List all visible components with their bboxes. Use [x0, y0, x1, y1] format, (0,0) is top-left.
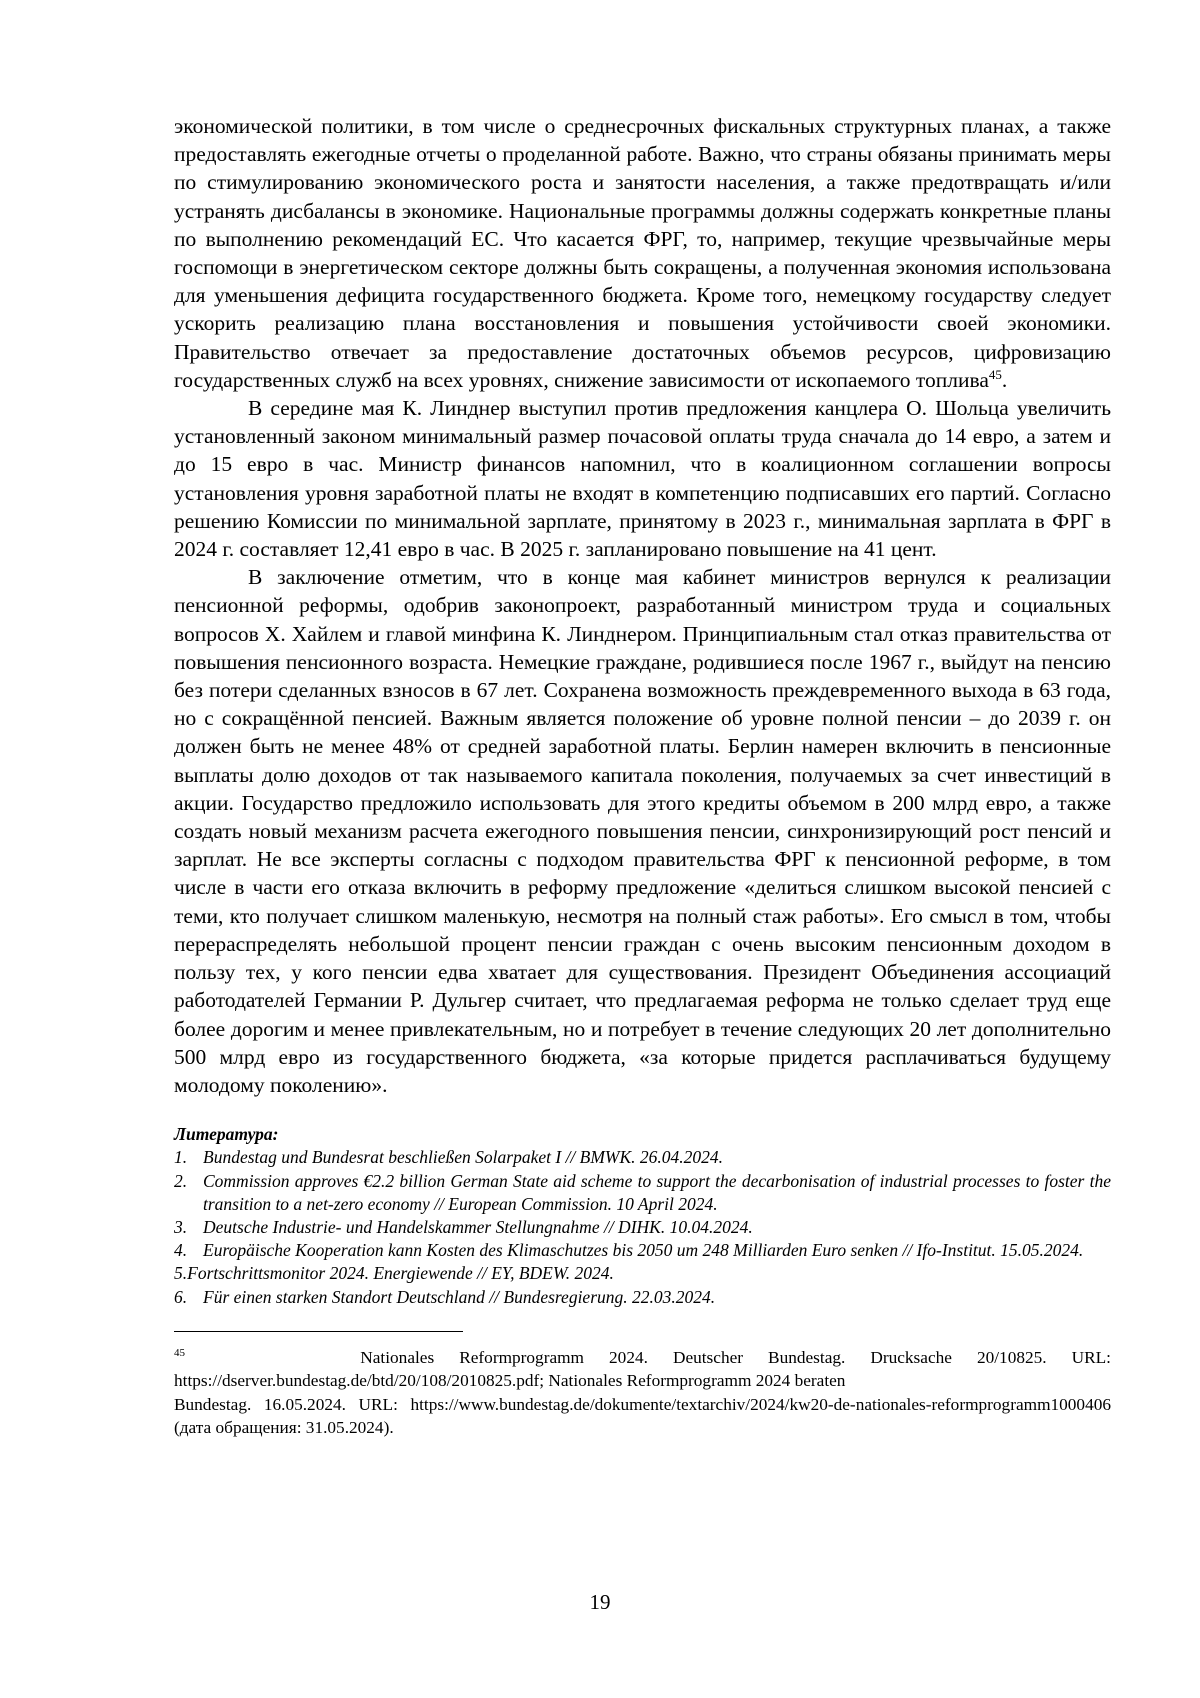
reference-item [174, 1146, 1111, 1169]
paragraph-2: В середине мая К. Линднер выступил против предложения канцлера О. Шольца увеличить установленный законом минимальный размер почасовой оплаты труда сначала до 14 евро, а затем и до 15 евро в час. Министр финансов напомнил, что в коалиционном соглашении вопросы установления уровня заработной платы не входят в компетенцию подписавших его партий. Согласно решению Комиссии по минимальной зарплате, принятому в 2023 г., минимальная зарплата в ФРГ в 2024 г. составляет 12,41 евро в час. В 2025 г. запланировано повышение на 41 цент. [174, 396, 1111, 562]
reference-text: Fortschrittsmonitor 2024. Energiewende // EY, BDEW. 2024. [187, 1263, 614, 1284]
references-title: Литература: [174, 1124, 279, 1145]
references-list [174, 1146, 1111, 1308]
reference-text: Für einen starken Standort Deutschland // Bundesregierung. 22.03.2024. [203, 1286, 716, 1307]
reference-item [174, 1170, 1111, 1216]
reference-number: 6. [174, 1286, 188, 1307]
footnote-line-1 [174, 1346, 1111, 1393]
reference-number: 3. [174, 1216, 188, 1237]
paragraph-1 [174, 112, 1111, 394]
page-number: 19 [589, 1590, 611, 1614]
reference-text: Bundestag und Bundesrat beschließen Solarpaket I // BMWK. 26.04.2024. [203, 1147, 724, 1168]
paragraph-1-text: экономической политики, в том числе о среднесрочных фискальных структурных планах, а также предоставлять ежегодные отчеты о проделанной работе. Важно, что страны обязаны принимать меры по стимулированию экономического роста и занятости населения, а также предотвращать и/или устранять дисбалансы в экономике. Национальные программы должны содержать конкретные планы по выполнению рекомендаций ЕС. Что касается ФРГ, то, например, текущие чрезвычайные меры госпомощи в энергетическом секторе должны быть сокращены, а полученная экономия использована для уменьшения дефицита государственного бюджета. Кроме того, немецкому государству следует ускорить реализацию плана восстановления и повышения устойчивости своей экономики. Правительство отвечает за предоставление достаточных объемов ресурсов, цифровизацию государственных служб на всех уровнях, снижение зависимости от ископаемого топлива [174, 114, 1111, 392]
reference-item [174, 1216, 1111, 1239]
paragraph-3: В заключение отметим, что в конце мая кабинет министров вернулся к реализации пенсионной реформы, одобрив законопроект, разработанный министром труда и социальных вопросов Х. Хайлем и главой минфина К. Линднером. Принципиальным стал отказ правительства от повышения пенсионного возраста. Немецкие граждане, родившиеся после 1967 г., выйдут на пенсию без потери сделанных взносов в 67 лет. Сохранена возможность преждевременного выхода в 63 года, но с сокращённой пенсией. Важным является положение об уровне полной пенсии – до 2039 г. он должен быть не менее 48% от средней заработной платы. Берлин намерен включить в пенсионные выплаты долю доходов от так называемого капитала поколения, получаемых за счет инвестиций в акции. Государство предложило использовать для этого кредиты объемом в 200 млрд евро, а также создать новый механизм расчета ежегодного повышения пенсии, синхронизирующий рост пенсий и зарплат. Не все эксперты согласны с подходом правительства ФРГ к пенсионной реформе, в том числе в части его отказа включить в реформу предложение «делиться слишком высокой пенсией с теми, кто получает слишком маленькую, несмотря на полный стаж работы». Его смысл в том, чтобы перераспределять небольшой процент пенсии граждан с очень высоким пенсионным доходом в пользу тех, у кого пенсии едва хватает для существования. Президент Объединения ассоциаций работодателей Германии Р. Дульгер считает, что предлагаемая реформа не только сделает труд еще более дорогим и менее привлекательным, но и потребует в течение следующих 20 лет дополнительно 500 млрд евро из государственного бюджета, «за которые придется расплачиваться будущему молодому поколению». [174, 565, 1111, 1097]
footnote-line-2[interactable]: Bundestag. 16.05.2024. URL: https://www.bundestag.de/dokumente/textarchiv/2024/kw20-de-nationales-reformprogramm1000406 (дата обращения: 31.05.2024). [174, 1394, 1111, 1437]
reference-text: Commission approves €2.2 billion German State aid scheme to support the decarbonisation of industrial processes to foster the transition to a net-zero economy // European Commission. 10 April 2024. [203, 1170, 1111, 1214]
reference-number: 2. [174, 1170, 188, 1191]
footnote-mark: 45 [174, 1346, 185, 1359]
reference-text: Europäische Kooperation kann Kosten des Klimaschutzes bis 2050 um 248 Milliarden Euro senken // Ifo-Institut. 15.05.2024. [203, 1240, 1084, 1261]
body-text [174, 112, 1111, 1099]
reference-number: 5. [174, 1263, 188, 1284]
reference-number: 4. [174, 1240, 188, 1261]
reference-item [174, 1262, 1111, 1285]
paragraph-1-end: . [1001, 367, 1008, 392]
reference-text: Deutsche Industrie- und Handelskammer Stellungnahme // DIHK. 10.04.2024. [203, 1216, 753, 1237]
reference-item [174, 1286, 1111, 1309]
page-content [174, 112, 1111, 1439]
footnote-45 [174, 1346, 1111, 1440]
references-section [174, 1123, 1111, 1309]
reference-number: 1. [174, 1147, 188, 1168]
footnote-divider [174, 1331, 463, 1332]
reference-item [174, 1239, 1111, 1262]
footnote-ref-45[interactable]: 45 [988, 366, 1002, 382]
footnote-text-1[interactable]: Nationales Reformprogramm 2024. Deutscher Bundestag. Drucksache 20/10825. URL: https://dserver.bundestag.de/btd/20/108/2010825.pdf; Nationales Reformprogramm 2024 beraten [174, 1347, 1111, 1391]
